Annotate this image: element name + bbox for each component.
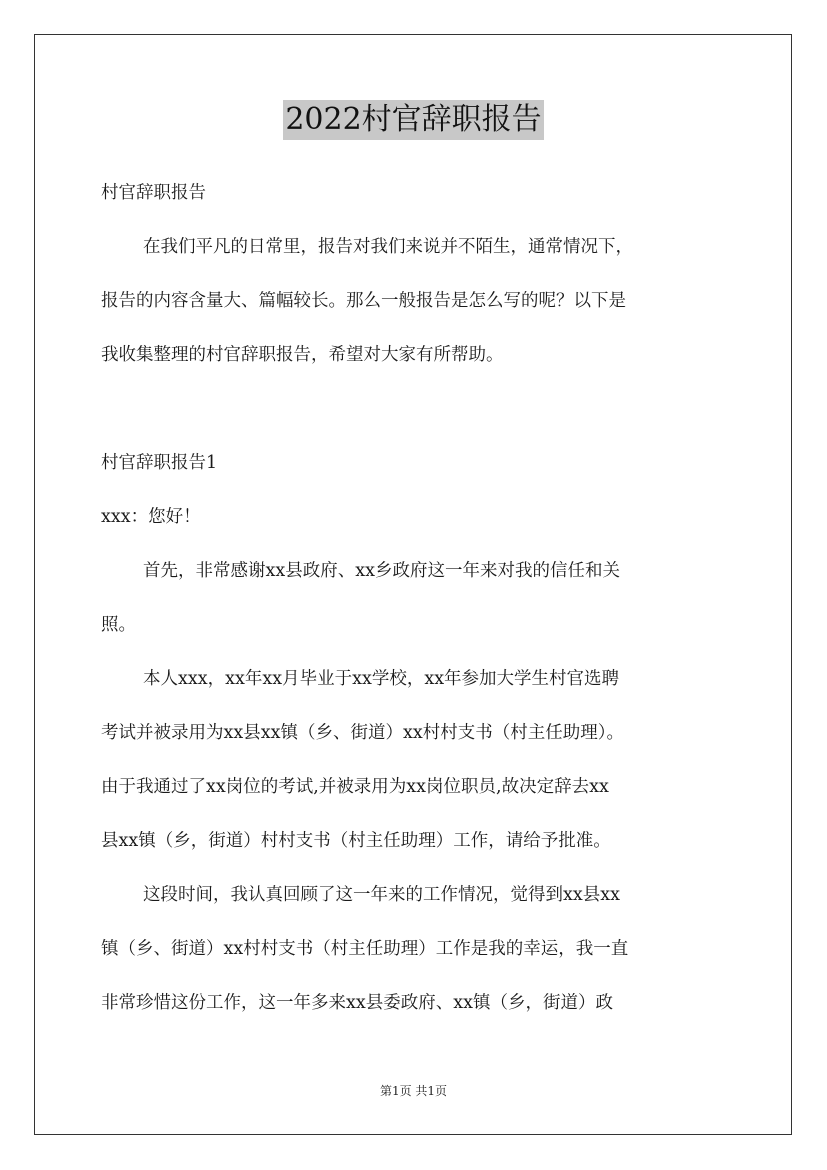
- paragraph3-line-3: 非常珍惜这份工作，这一年多来xx县委政府、xx镇（乡，街道）政: [101, 993, 613, 1013]
- paragraph3-line-1: 这段时间，我认真回顾了这一年来的工作情况，觉得到xx县xx: [143, 885, 620, 905]
- intro-line-1: 在我们平凡的日常里，报告对我们来说并不陌生，通常情况下，: [143, 237, 633, 257]
- paragraph2-line-2: 考试并被录用为xx县xx镇（乡、街道）xx村村支书（村主任助理）。: [101, 723, 624, 743]
- title-container: [0, 100, 827, 140]
- page-footer: 第1页 共1页: [379, 1084, 448, 1098]
- paragraph3-line-2: 镇（乡、街道）xx村村支书（村主任助理）工作是我的幸运，我一直: [101, 939, 629, 959]
- paragraph1-line-2: 照。: [101, 615, 136, 635]
- paragraph2-line-4: 县xx镇（乡，街道）村村支书（村主任助理）工作，请给予批准。: [101, 831, 611, 851]
- salutation: xxx：您好！: [101, 507, 201, 527]
- document-subtitle: 村官辞职报告: [101, 183, 206, 203]
- paragraph2-line-1: 本人xxx，xx年xx月毕业于xx学校，xx年参加大学生村官选聘: [143, 669, 620, 689]
- intro-line-3: 我收集整理的村官辞职报告，希望对大家有所帮助。: [101, 345, 504, 365]
- paragraph2-line-3: 由于我通过了xx岗位的考试,并被录用为xx岗位职员,故决定辞去xx: [101, 777, 609, 797]
- intro-line-2: 报告的内容含量大、篇幅较长。那么一般报告是怎么写的呢？以下是: [101, 291, 626, 311]
- paragraph1-line-1: 首先，非常感谢xx县政府、xx乡政府这一年来对我的信任和关: [143, 561, 620, 581]
- section-heading: 村官辞职报告1: [101, 453, 218, 473]
- document-title: 2022村官辞职报告: [283, 100, 543, 140]
